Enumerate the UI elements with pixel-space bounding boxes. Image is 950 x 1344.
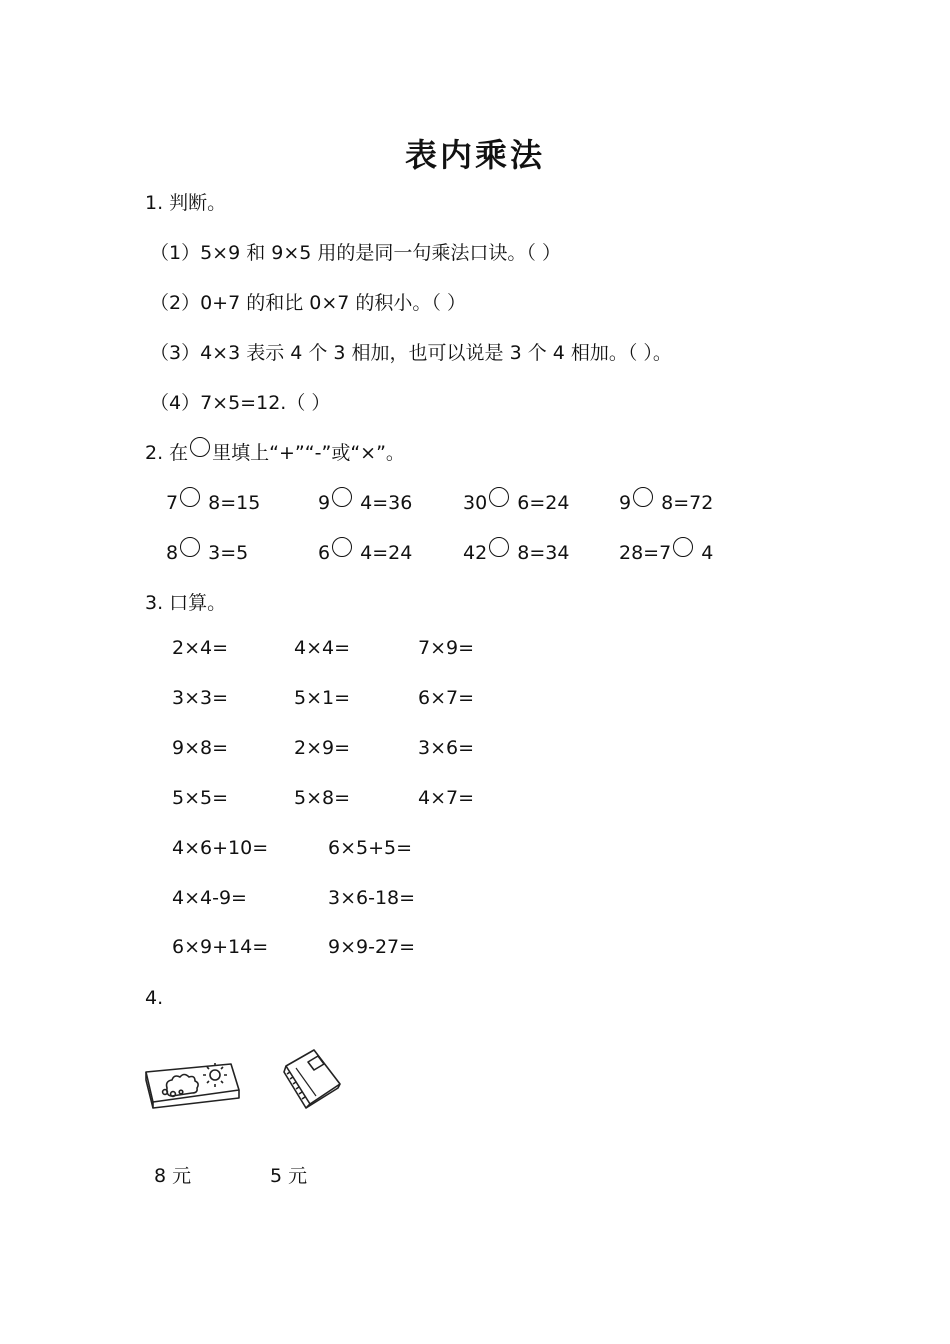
q2-right-part: 4=36	[354, 492, 413, 514]
calc-item: 5×1=	[294, 687, 351, 709]
q2-heading	[145, 437, 405, 465]
calc-item: 7×9=	[418, 637, 475, 659]
q2-cell-r1c4	[619, 487, 713, 514]
q2-left-operand: 7	[166, 492, 179, 514]
calc-item: 6×9+14=	[172, 936, 269, 958]
answer-circle[interactable]	[180, 537, 200, 557]
q2-left-operand: 28=7	[619, 542, 672, 564]
q2-right-part: 4	[695, 542, 714, 564]
q2-left-operand: 9	[318, 492, 331, 514]
q2-right-part: 8=34	[511, 542, 570, 564]
calc-item: 4×7=	[418, 787, 475, 809]
q1-item-1: （1）5×9 和 9×5 用的是同一句乘法口诀。（ ）	[150, 242, 561, 264]
notebook-icon	[278, 1046, 344, 1110]
q2-right-part: 4=24	[354, 542, 413, 564]
q2-right-part: 8=15	[202, 492, 261, 514]
calc-item: 6×5+5=	[328, 837, 413, 859]
q1-item-4: （4）7×5=12.（ ）	[150, 392, 331, 414]
calc-item: 9×9-27=	[328, 936, 416, 958]
notebook-price: 5 元	[270, 1165, 308, 1187]
q2-left-operand: 6	[318, 542, 331, 564]
q1-item-2: （2）0+7 的和比 0×7 的积小。（ ）	[150, 292, 466, 314]
calc-item: 4×6+10=	[172, 837, 269, 859]
pencil-case-icon	[143, 1058, 243, 1110]
circle-icon	[190, 437, 210, 457]
answer-circle[interactable]	[489, 487, 509, 507]
q2-cell-r1c3	[463, 487, 569, 514]
calc-item: 3×3=	[172, 687, 229, 709]
q2-cell-r2c4	[619, 537, 713, 564]
answer-circle[interactable]	[332, 537, 352, 557]
calc-item: 5×5=	[172, 787, 229, 809]
calc-item: 9×8=	[172, 737, 229, 759]
page-title: 表内乘法	[404, 136, 545, 174]
q2-left-operand: 8	[166, 542, 179, 564]
calc-item: 6×7=	[418, 687, 475, 709]
q2-left-operand: 30	[463, 492, 488, 514]
answer-circle[interactable]	[489, 537, 509, 557]
pencil-case-price: 8 元	[154, 1165, 192, 1187]
q2-left-operand: 42	[463, 542, 488, 564]
q2-cell-r2c2	[318, 537, 412, 564]
q2-right-part: 3=5	[202, 542, 249, 564]
q2-right-part: 8=72	[655, 492, 714, 514]
q2-heading-after: 里填上“+”“-”或“×”。	[212, 442, 405, 464]
q1-item-3: （3）4×3 表示 4 个 3 相加，也可以说是 3 个 4 相加。（ ）。	[150, 342, 672, 364]
q2-cell-r1c1	[166, 487, 260, 514]
q3-heading: 3. 口算。	[145, 592, 227, 614]
calc-item: 5×8=	[294, 787, 351, 809]
calc-item: 4×4-9=	[172, 887, 247, 909]
q2-cell-r1c2	[318, 487, 412, 514]
calc-item: 4×4=	[294, 637, 351, 659]
calc-item: 2×9=	[294, 737, 351, 759]
answer-circle[interactable]	[332, 487, 352, 507]
q2-right-part: 6=24	[511, 492, 570, 514]
calc-item: 3×6-18=	[328, 887, 416, 909]
q1-heading: 1. 判断。	[145, 192, 227, 214]
q2-heading-before: 2. 在	[145, 442, 189, 464]
calc-item: 3×6=	[418, 737, 475, 759]
q2-left-operand: 9	[619, 492, 632, 514]
q4-heading: 4.	[145, 987, 164, 1009]
answer-circle[interactable]	[180, 487, 200, 507]
answer-circle[interactable]	[633, 487, 653, 507]
q2-cell-r2c3	[463, 537, 569, 564]
calc-item: 2×4=	[172, 637, 229, 659]
answer-circle[interactable]	[673, 537, 693, 557]
q2-cell-r2c1	[166, 537, 248, 564]
